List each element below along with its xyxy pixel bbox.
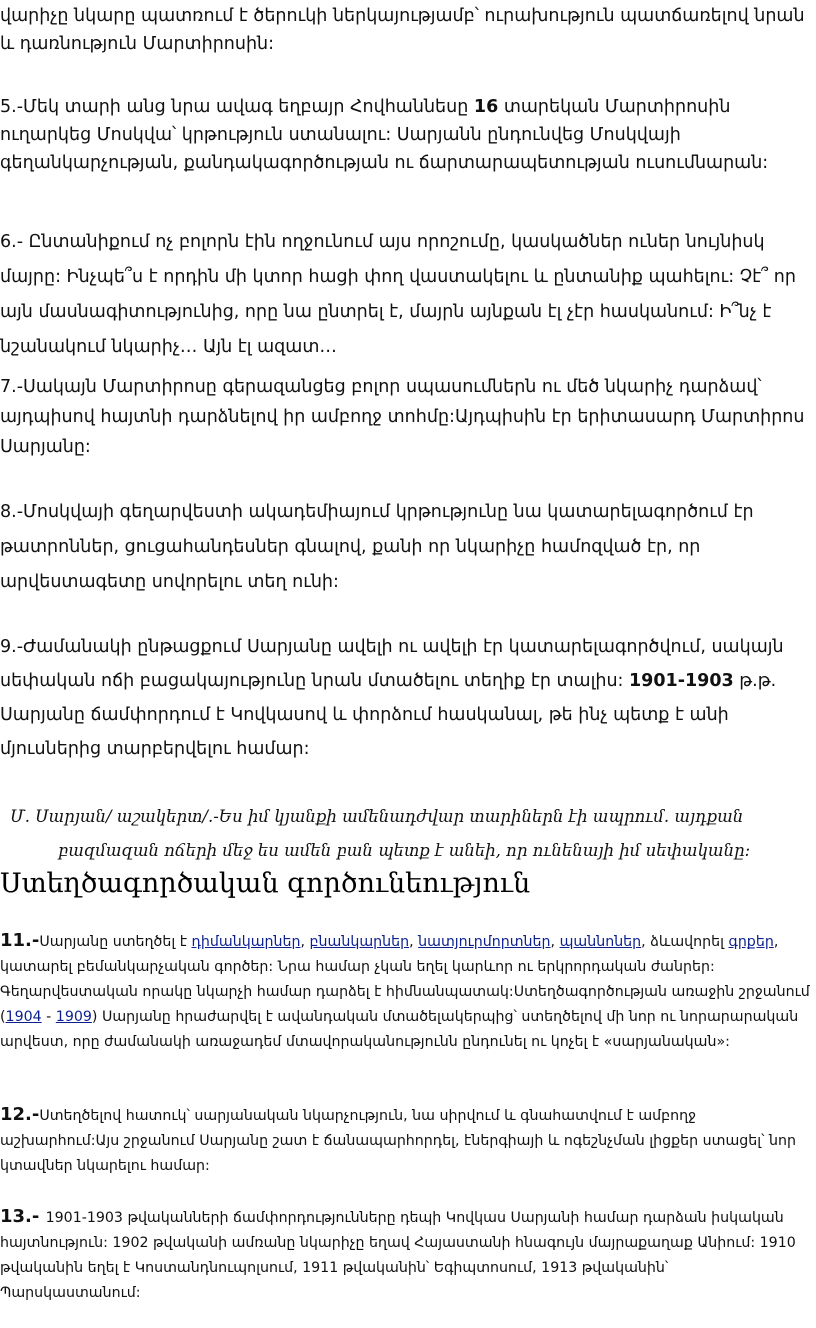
paragraph-5 bbox=[0, 93, 812, 177]
p11-text-2: , ձևավորել bbox=[641, 934, 729, 950]
p13-number: 13.- bbox=[0, 1206, 46, 1227]
p9-text-end: թ.թ. Սարյանը ճամփորդում է Կովկասով և փորձում հասկանալ, թե ինչ պետք է անի մյուսներից տարբերվելու համար: bbox=[0, 671, 777, 759]
p11-dash: - bbox=[41, 1009, 56, 1025]
intro-paragraph: վարիչը նկարը պատռում է ծերուկի ներկայությամբ՝ ուրախություն պատճառելով նրան և դառնություն Մարտիրոսին: bbox=[0, 6, 805, 54]
link-landscapes[interactable]: բնանկարներ bbox=[309, 934, 410, 950]
paragraph-9 bbox=[0, 630, 812, 766]
link-year-1909[interactable]: 1909 bbox=[55, 1009, 92, 1025]
link-books[interactable]: գրքեր bbox=[728, 934, 774, 950]
link-year-1904[interactable]: 1904 bbox=[5, 1009, 42, 1025]
section-heading: Ստեղծագործական գործունեություն bbox=[0, 868, 531, 899]
p9-years: 1901-1903 bbox=[629, 671, 734, 691]
p11-sep-1: , bbox=[300, 934, 310, 950]
paragraph-7: 7.-Սակայն Մարտիրոսը գերազանցեց բոլոր սպասումներն ու մեծ նկարիչ դարձավ՝ այդպիսով հայտնի դարձնելով իր ամբողջ տոհմը:Այդպիսին էր երիտասարդ Մարտիրոս Սարյանը: bbox=[0, 377, 805, 457]
p11-number: 11.- bbox=[0, 930, 40, 951]
p11-text-1: Սարյանը ստեղծել է bbox=[39, 934, 192, 950]
p11-text-4: ) Սարյանը հրաժարվել է ավանդական մտածելակերպից՝ ստեղծելով մի նոր ու նորարարական արվեստ, որը ժամանակի առաջադեմ մտավորականությունն ընդունել ու կոչել է «սարյանական»: bbox=[0, 1009, 799, 1050]
p11-sep-2: , bbox=[409, 934, 419, 950]
paragraph-6: 6.- Ընտանիքում ոչ բոլորն էին ողջունում այս որոշումը, կասկածներ ուներ նույնիսկ մայրը: Ինչպե՞ս է որդին մի կտոր հացի փող վաստակելու և ընտանիք պահելու: Չէ՞ որ այն մասնագիտությունից, որը նա ընտրել է, մայրն այնքան էլ չէր հասկանում: Ի՞նչ է նշանակում նկարիչ… Այն էլ ազատ… bbox=[0, 232, 796, 357]
paragraph-8: 8.-Մոսկվայի գեղարվեստի ակադեմիայում կրթությունը նա կատարելագործում էր թատրոններ, ցուցահանդեսներ գնալով, քանի որ նկարիչը համոզված էր, որ արվեստագետը սովորելու տեղ ունի: bbox=[0, 502, 754, 592]
p5-text-start: 5.-Մեկ տարի անց նրա ավագ եղբայր Հովհաննեսը bbox=[0, 97, 474, 117]
saryan-quote bbox=[10, 800, 816, 868]
p13-text: 1901-1903 թվականների ճամփորդությունները դեպի Կովկաս Սարյանի համար դարձան իսկական հայտնություն: 1902 թվականի ամռանը նկարիչը եղավ Հայաստանի հնագույն մայրաքաղաք Անիում: 1910 թվականին եղել է Կոստանդնուպոլսում, 1911 թվականին՝ Եգիպտոսում, 1913 թվականին՝ Պարսկաստանում: bbox=[0, 1210, 796, 1301]
link-portraits[interactable]: դիմանկարներ bbox=[191, 934, 301, 950]
paragraph-13 bbox=[0, 1204, 812, 1306]
p5-text-end: տարեկան Մարտիրոսին ուղարկեց Մոսկվա՝ կրթություն ստանալու: Սարյանն ընդունվեց Մոսկվայի գեղանկարչության, քանդակագործության ու ճարտարապետության ուսումնարան: bbox=[0, 97, 769, 173]
p11-sep-3: , bbox=[550, 934, 560, 950]
p9-text-start: 9.-Ժամանակի ընթացքում Սարյանը ավելի ու ավելի էր կատարելագործվում, սակայն սեփական ոճի բացակայությունը նրան մտածելու տեղիք էր տալիս: bbox=[0, 637, 784, 691]
p5-age: 16 bbox=[473, 97, 499, 117]
link-still-lifes[interactable]: նատյուրմորտներ bbox=[418, 934, 551, 950]
quote-line-2: բազմազան ոճերի մեջ ես ամեն բան պետք է անեի, որ ունենայի իմ սեփականը: bbox=[58, 841, 751, 860]
paragraph-11 bbox=[0, 928, 812, 1055]
quote-line-1: Մ. Սարյան/ աշակերտ/.-Ես իմ կյանքի ամենադժվար տարիներն էի ապրում. այդքան bbox=[10, 807, 744, 826]
p12-text: Ստեղծելով հատուկ՝ սարյանական նկարչություն, նա սիրվում և գնահատվում է ամբողջ աշխարհում:Այս շրջանում Սարյանը շատ է ճանապարհորդել, էներգիայի և ոգեշնչման լիցքեր ստացել՝ նոր կտավներ նկարելու համար: bbox=[0, 1108, 796, 1174]
p12-number: 12.- bbox=[0, 1104, 40, 1125]
p11-text-3: , կատարել բեմանկարչական գործեր: Նրա համար չկան եղել կարևոր ու երկրորդական ժանրեր: Գեղարվեստական որակը նկարչի համար դարձել է հիմնանպատակ:Ստեղծագործության առաջին շրջանում ( bbox=[0, 934, 810, 1025]
link-panels[interactable]: պաննոներ bbox=[559, 934, 642, 950]
paragraph-12 bbox=[0, 1102, 812, 1179]
